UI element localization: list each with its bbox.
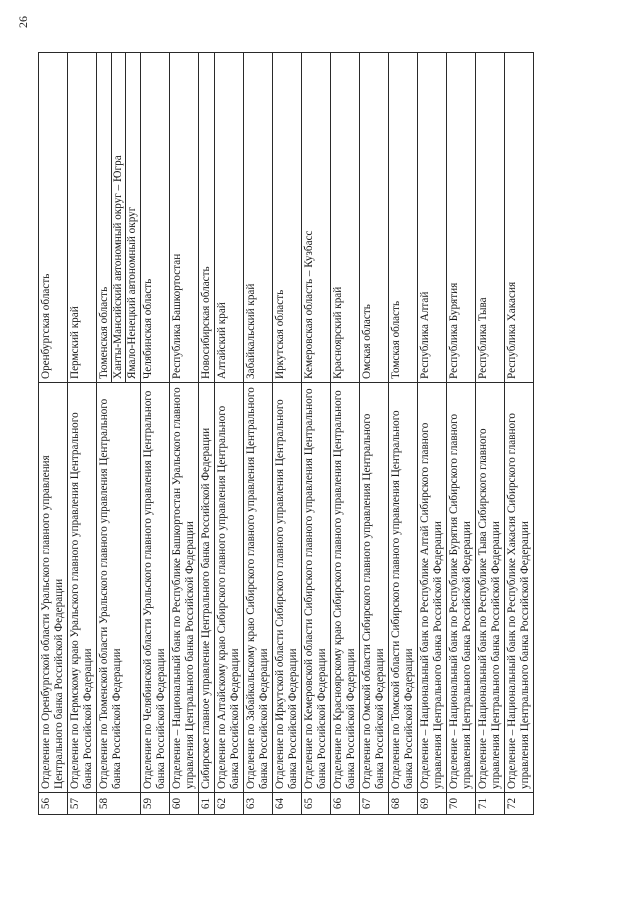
regions-table (38, 52, 534, 815)
table-row (331, 53, 360, 815)
table-row (215, 53, 244, 815)
division-name: Отделение – Национальный банк по Республике Башкортостан Уральского главного управления Центрального банка Российской Федерации (170, 383, 199, 793)
row-number: 72 (505, 793, 534, 815)
row-number: 58 (97, 793, 141, 815)
division-name: Отделение по Пермскому краю Уральского главного управления Центрального банка Российской Федерации (68, 383, 97, 793)
region-name: Пермский край (69, 306, 81, 379)
region-name: Красноярский край (332, 286, 344, 379)
division-name: Сибирское главное управление Центрального банка Российской Федерации (199, 383, 215, 793)
region-cell (331, 53, 360, 383)
row-number: 63 (244, 793, 273, 815)
region-cell (505, 53, 534, 383)
region-name: Ямало-Ненецкий автономный округ (125, 53, 139, 382)
region-cell (141, 53, 170, 383)
row-number: 67 (360, 793, 389, 815)
region-cell (360, 53, 389, 383)
region-name: Томская область (390, 300, 402, 379)
table-row (389, 53, 418, 815)
region-name: Республика Бурятия (448, 282, 460, 379)
page-number: 26 (16, 16, 30, 28)
division-name: Отделение по Омской области Сибирского главного управления Центрального банка Российской Федерации (360, 383, 389, 793)
region-name: Республика Алтай (419, 291, 431, 379)
table-row (447, 53, 476, 815)
region-cell (418, 53, 447, 383)
division-name: Отделение по Забайкальскому краю Сибирского главного управления Центрального банка Российской Федерации (244, 383, 273, 793)
table-row (68, 53, 97, 815)
division-name: Отделение – Национальный банк по Республике Хакасия Сибирского главного управления Центрального банка Российской Федерации (505, 383, 534, 793)
region-cell (199, 53, 215, 383)
row-number: 62 (215, 793, 244, 815)
row-number: 65 (302, 793, 331, 815)
table-row (199, 53, 215, 815)
division-name: Отделение по Иркутской области Сибирского главного управления Центрального банка Российской Федерации (273, 383, 302, 793)
division-name: Отделение по Оренбургской области Уральского главного управления Центрального банка Российской Федерации (39, 383, 68, 793)
table-row (302, 53, 331, 815)
region-cell (302, 53, 331, 383)
division-name: Отделение – Национальный банк по Республике Алтай Сибирского главного управления Центрального банка Российской Федерации (418, 383, 447, 793)
division-name: Отделение – Национальный банк по Республике Бурятия Сибирского главного управления Центрального банка Российской Федерации (447, 383, 476, 793)
region-name: Забайкальский край (245, 283, 257, 379)
division-name: Отделение по Красноярскому краю Сибирского главного управления Центрального банка Российской Федерации (331, 383, 360, 793)
region-name: Республика Хакасия (506, 281, 518, 379)
region-name: Республика Башкортостан (171, 253, 183, 379)
region-name: Республика Тыва (477, 297, 489, 379)
division-name: Отделение по Томской области Сибирского главного управления Центрального банка Российской Федерации (389, 383, 418, 793)
region-cell (447, 53, 476, 383)
region-name: Омская область (361, 304, 373, 379)
table-row (97, 53, 141, 815)
region-name: Кемеровская область – Кузбасс (303, 230, 315, 379)
region-cell (244, 53, 273, 383)
row-number: 69 (418, 793, 447, 815)
table-row (418, 53, 447, 815)
row-number: 70 (447, 793, 476, 815)
region-cell (97, 53, 141, 383)
region-cell (389, 53, 418, 383)
region-cell (68, 53, 97, 383)
row-number: 68 (389, 793, 418, 815)
table-row (476, 53, 505, 815)
region-name: Алтайский край (216, 302, 228, 379)
region-cell (215, 53, 244, 383)
region-name: Новосибирская область (200, 266, 212, 379)
table-row (170, 53, 199, 815)
region-name: Челябинская область (142, 278, 154, 379)
row-number: 59 (141, 793, 170, 815)
division-name: Отделение по Тюменской области Уральского главного управления Центрального банка Российской Федерации (97, 383, 141, 793)
region-name: Иркутская область (274, 289, 286, 379)
region-name: Оренбургская область (40, 273, 52, 379)
table-row (141, 53, 170, 815)
table-row (39, 53, 68, 815)
row-number: 57 (68, 793, 97, 815)
row-number: 60 (170, 793, 199, 815)
table-row (244, 53, 273, 815)
region-name: Ханты-Мансийский автономный округ – Югра (111, 53, 125, 382)
division-name: Отделение по Челябинской области Уральского главного управления Центрального банка Российской Федерации (141, 383, 170, 793)
division-name: Отделение по Кемеровской области Сибирского главного управления Центрального банка Российской Федерации (302, 383, 331, 793)
table-body (39, 53, 534, 815)
division-name: Отделение – Национальный банк по Республике Тыва Сибирского главного управления Центрального банка Российской Федерации (476, 383, 505, 793)
region-cell (39, 53, 68, 383)
table-row (505, 53, 534, 815)
row-number: 56 (39, 793, 68, 815)
table-row (360, 53, 389, 815)
region-cell (476, 53, 505, 383)
region-cell (170, 53, 199, 383)
row-number: 64 (273, 793, 302, 815)
region-name: Тюменская область (98, 286, 110, 379)
row-number: 66 (331, 793, 360, 815)
row-number: 61 (199, 793, 215, 815)
region-cell (273, 53, 302, 383)
table-row (273, 53, 302, 815)
division-name: Отделение по Алтайскому краю Сибирского главного управления Центрального банка Российской Федерации (215, 383, 244, 793)
row-number: 71 (476, 793, 505, 815)
